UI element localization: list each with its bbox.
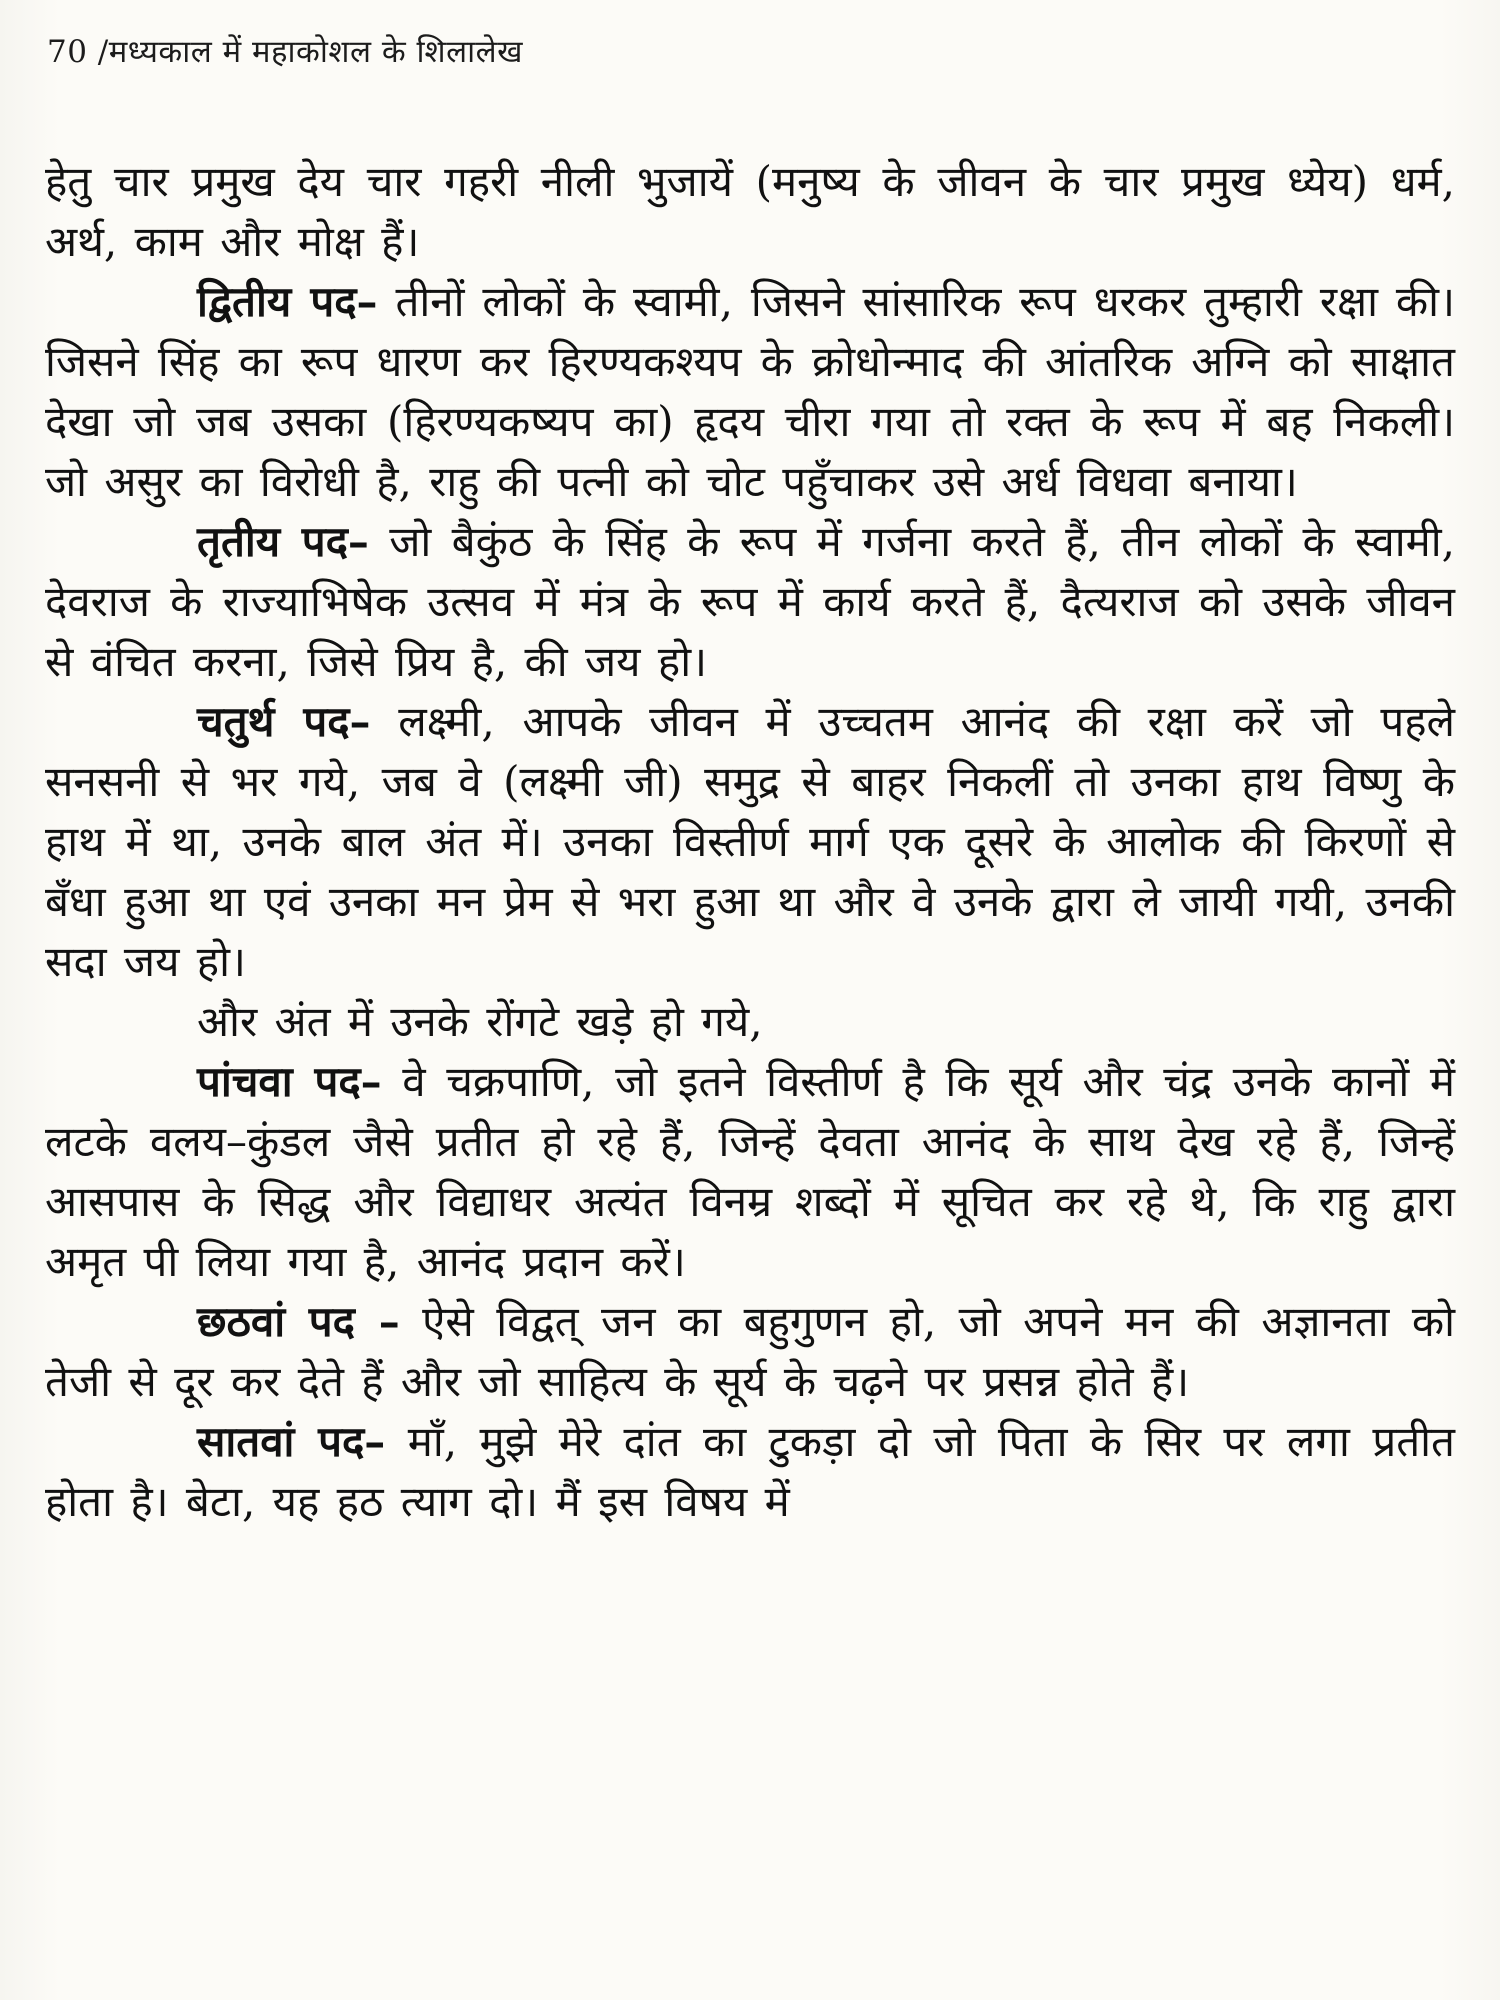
verse-label: पांचवा पद– [197,1057,382,1106]
paragraph-seventh-verse [45,1412,1455,1532]
page-body [45,152,1455,1532]
paragraph-text: माँ, मुझे मेरे दांत का टुकड़ा दो जो पिता के सिर पर लगा प्रतीत होता है। बेटा, यह हठ त्याग दो। मैं इस विषय में [45,1417,1455,1526]
verse-label: सातवां पद– [197,1417,386,1466]
paragraph-second-verse [45,272,1455,512]
paragraph-text: हेतु चार प्रमुख देय चार गहरी नीली भुजायें (मनुष्य के जीवन के चार प्रमुख ध्येय) धर्म, अर्थ, काम और मोक्ष हैं। [45,157,1455,266]
paragraph-text: जो बैकुंठ के सिंह के रूप में गर्जना करते हैं, तीन लोकों के स्वामी, देवराज के राज्याभिषेक उत्सव में मंत्र के रूप में कार्य करते हैं, दैत्यराज को उसके जीवन से वंचित करना, जिसे प्रिय है, की जय हो। [45,517,1455,686]
page-header: 70 /मध्यकाल में महाकोशल के शिलालेख [47,34,524,70]
paragraph-text: ऐसे विद्वत् जन का बहुगुणन हो, जो अपने मन की अज्ञानता को तेजी से दूर कर देते हैं और जो साहित्य के सूर्य के चढ़ने पर प्रसन्न होते हैं। [45,1297,1455,1406]
paragraph-continuation [45,152,1455,272]
paragraph-sixth-verse [45,1292,1455,1412]
verse-label: तृतीय पद– [197,517,369,566]
paragraph-text: और अंत में उनके रोंगटे खड़े हो गये, [197,997,763,1046]
verse-label: चतुर्थ पद– [197,697,371,746]
verse-label: छठवां पद – [197,1297,400,1346]
paragraph-fifth-verse [45,1052,1455,1292]
paragraph-text: तीनों लोकों के स्वामी, जिसने सांसारिक रूप धरकर तुम्हारी रक्षा की। जिसने सिंह का रूप धारण कर हिरण्यकश्यप के क्रोधोन्माद की आंतरिक अग्नि को साक्षात देखा जो जब उसका (हिरण्यकष्यप का) हृदय चीरा गया तो रक्त के रूप में बह निकली। जो असुर का विरोधी है, राहु की पत्नी को चोट पहुँचाकर उसे अर्ध विधवा बनाया। [45,277,1455,506]
paragraph-text: लक्ष्मी, आपके जीवन में उच्चतम आनंद की रक्षा करें जो पहले सनसनी से भर गये, जब वे (लक्ष्मी जी) समुद्र से बाहर निकलीं तो उनका हाथ विष्णु के हाथ में था, उनके बाल अंत में। उनका विस्तीर्ण मार्ग एक दूसरे के आलोक की किरणों से बँधा हुआ था एवं उनका मन प्रेम से भरा हुआ था और वे उनके द्वारा ले जायी गयी, उनकी सदा जय हो। [45,697,1455,986]
verse-label: द्वितीय पद– [197,277,378,326]
paragraph-text: वे चक्रपाणि, जो इतने विस्तीर्ण है कि सूर्य और चंद्र उनके कानों में लटके वलय–कुंडल जैसे प्रतीत हो रहे हैं, जिन्हें देवता आनंद के साथ देख रहे हैं, जिन्हें आसपास के सिद्ध और विद्याधर अत्यंत विनम्र शब्दों में सूचित कर रहे थे, कि राहु द्वारा अमृत पी लिया गया है, आनंद प्रदान करें। [45,1057,1456,1286]
paragraph-third-verse [45,512,1455,692]
paragraph-interlude-line [45,992,1455,1052]
paragraph-fourth-verse [45,692,1455,992]
